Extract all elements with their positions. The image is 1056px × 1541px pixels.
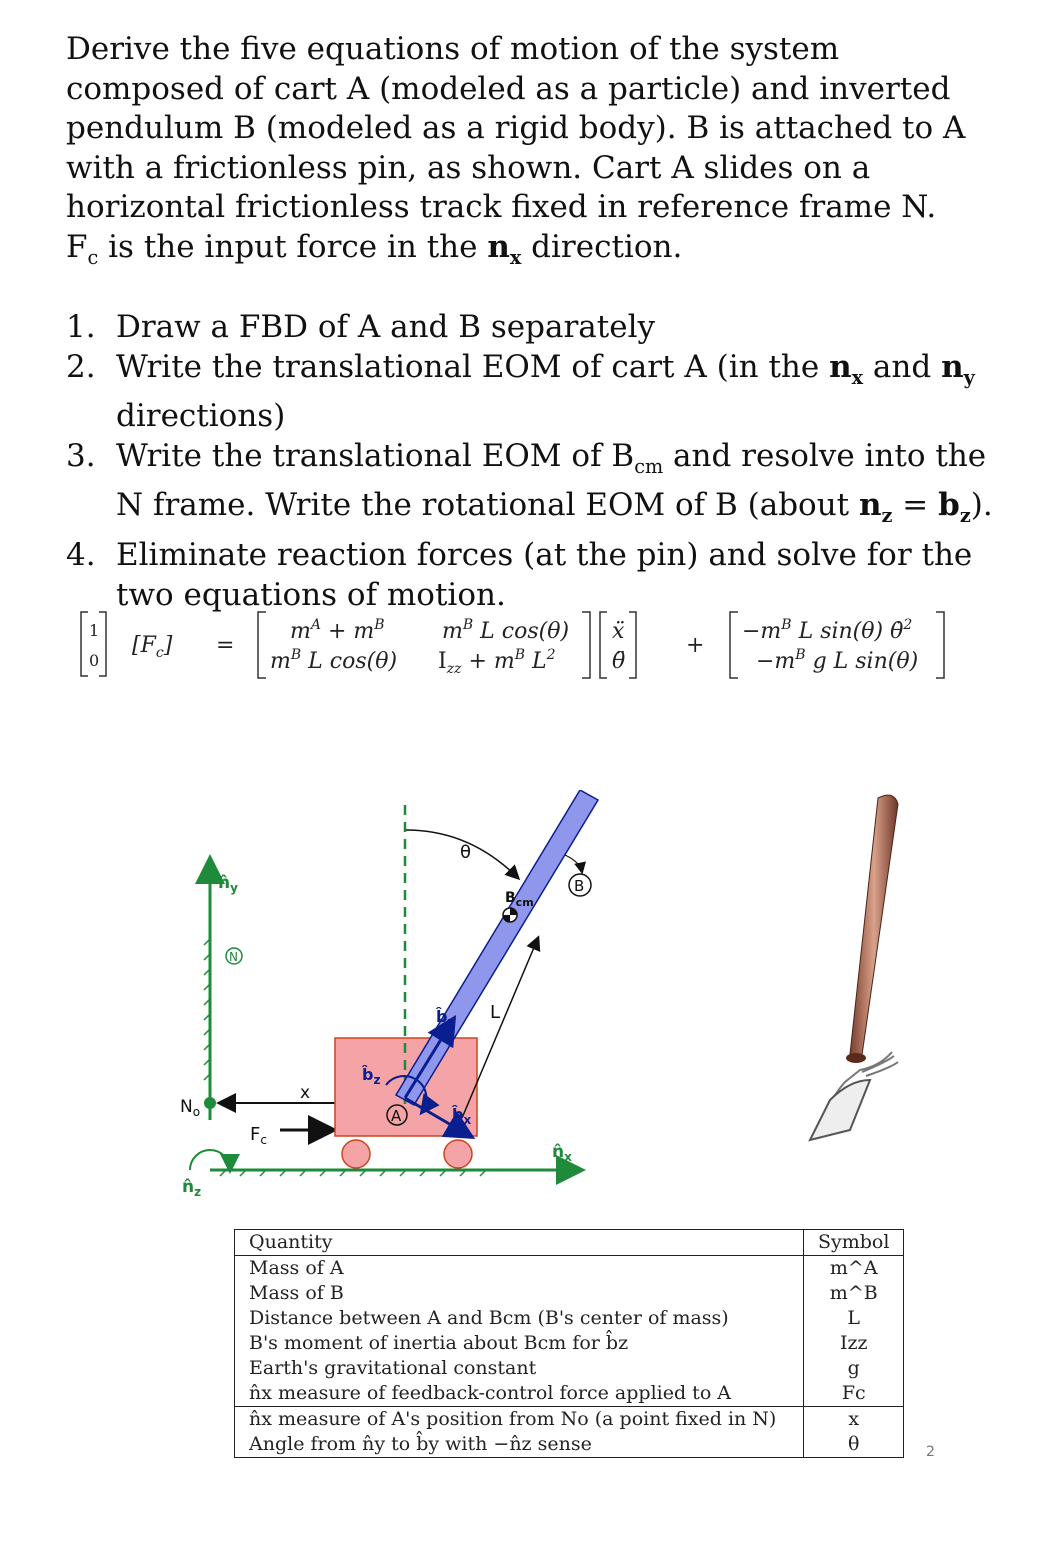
bx-label: $b̂_x$ bbox=[452, 1105, 472, 1127]
m11: $m^A + m^B$ bbox=[290, 617, 385, 644]
no-label: $N_o$ bbox=[180, 1097, 201, 1119]
theta-label: θ bbox=[460, 842, 472, 863]
table-row: Earth's gravitational constant g bbox=[235, 1356, 904, 1381]
force-term: $[F_c]$ bbox=[132, 633, 173, 661]
bz-label: $b̂_z$ bbox=[362, 1065, 381, 1087]
nx-label: $n̂_x$ bbox=[552, 1142, 572, 1164]
table-row: Angle from n̂y to b̂y with −n̂z sense θ bbox=[235, 1432, 904, 1458]
bcm-label: $B_{cm}$ bbox=[505, 890, 534, 909]
vec-top: 1 bbox=[89, 621, 100, 640]
table-row: B's moment of inertia about Bcm for b̂z Izz bbox=[235, 1331, 904, 1356]
header-symbol: Symbol bbox=[804, 1230, 904, 1256]
rhs-top: $-m^B$ L sin(θ) θ̇$^2$ bbox=[742, 617, 913, 644]
x-label: x bbox=[300, 1083, 311, 1103]
m21: $m^B$ L cos(θ) bbox=[270, 647, 398, 674]
task-item: 4. Eliminate reaction forces (at the pin) and solve for the two equations of motion. bbox=[66, 537, 973, 613]
table-row: n̂x measure of feedback-control force applied to A Fc bbox=[235, 1381, 904, 1407]
equals-sign: = bbox=[216, 633, 235, 658]
b-label: B bbox=[574, 877, 585, 895]
pendulum-b bbox=[396, 790, 598, 1105]
task-item: 2. Write the translational EOM of cart A (in the $n_x$ and $n_y$ directions) bbox=[66, 348, 975, 435]
vec-bottom: 0 bbox=[89, 651, 100, 670]
fc-label: $F_c$ bbox=[250, 1124, 267, 1147]
bat-balancing-illustration bbox=[790, 790, 940, 1150]
by-label: $b̂_y$ bbox=[436, 1007, 456, 1029]
frame-n-label: N bbox=[229, 950, 238, 964]
problem-statement bbox=[66, 30, 966, 277]
table-row: Mass of A m^A bbox=[235, 1256, 904, 1282]
plus-sign: + bbox=[686, 633, 705, 658]
cart-pendulum-diagram bbox=[160, 790, 660, 1210]
task-item: 1. Draw a FBD of A and B separately bbox=[66, 309, 656, 345]
quantities-table bbox=[234, 1229, 904, 1458]
m22: $I_{zz} + m^B$ $L^2$ bbox=[438, 647, 556, 677]
table-row: n̂x measure of A's position from No (a point fixed in N) x bbox=[235, 1407, 904, 1433]
ny-label: $n̂_y$ bbox=[218, 873, 238, 895]
acc-bottom: θ̈ bbox=[612, 649, 626, 674]
task-item: 3. Write the translational EOM of $B_{cm}$ and resolve into the N frame. Write the rotational EOM of B (about $n_z = b_z$). bbox=[66, 437, 993, 528]
page-number: 2 bbox=[926, 1444, 935, 1460]
a-label: A bbox=[391, 1107, 402, 1125]
problem-text: Derive the five equations of motion of the system composed of cart A (modeled as a particle) and inverted pendulum B (modeled as a rigid body). B is attached to A with a frictionless pin, as shown. Cart A slides on a horizontal frictionless track fixed in reference frame N. $F_c$ is the input force in the $n_x$ direction. bbox=[66, 31, 966, 269]
l-label: L bbox=[490, 1002, 501, 1023]
rhs-bottom: $-m^B$ g L sin(θ) bbox=[756, 647, 919, 674]
header-quantity: Quantity bbox=[235, 1230, 804, 1256]
task-list bbox=[66, 308, 996, 615]
equation-of-motion bbox=[66, 598, 966, 688]
m12: $m^B$ L cos(θ) bbox=[442, 617, 570, 644]
table-row: Distance between A and Bcm (B's center of mass) L bbox=[235, 1306, 904, 1331]
acc-top: ẍ bbox=[612, 619, 625, 644]
nz-label: $n̂_z$ bbox=[182, 1177, 202, 1199]
table-row: Mass of B m^B bbox=[235, 1281, 904, 1306]
